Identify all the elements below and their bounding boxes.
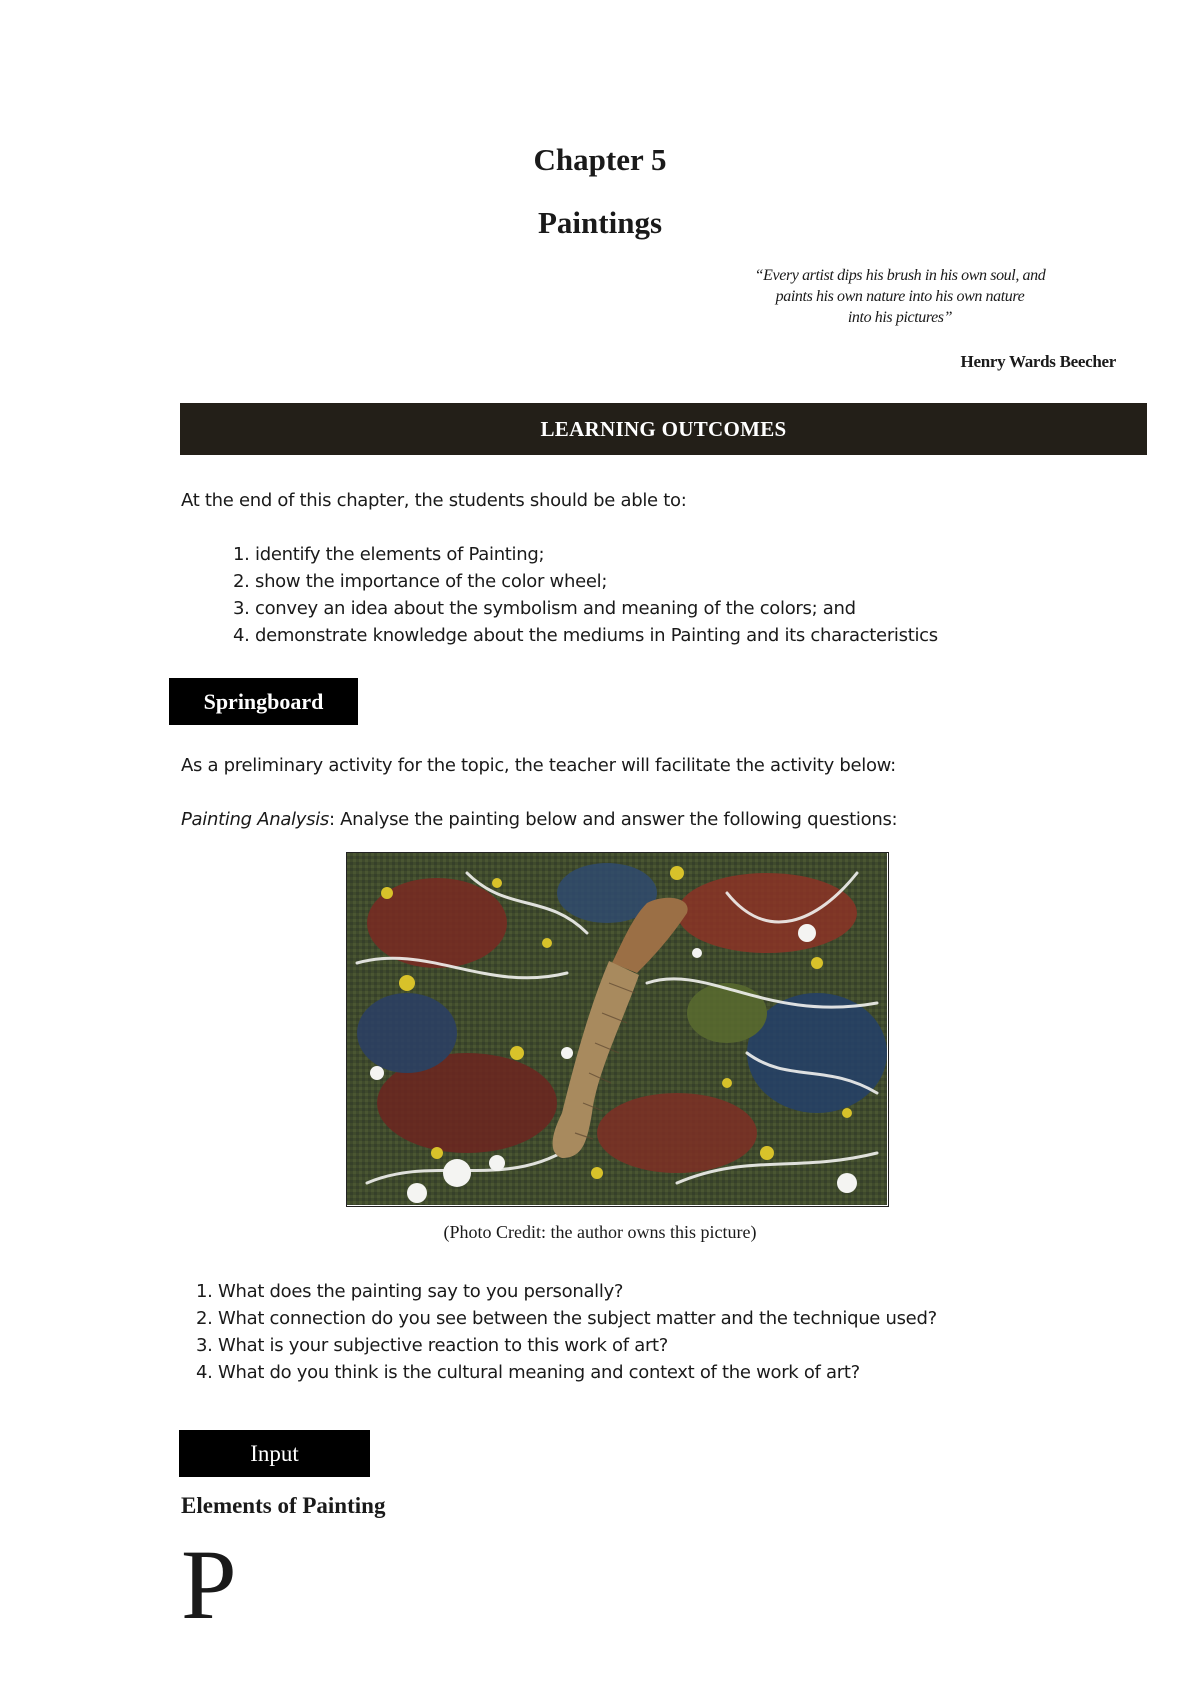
springboard-heading: Springboard [203, 688, 324, 714]
outcome-item: 4. demonstrate knowledge about the mediums in Painting and its characteristics [255, 622, 938, 649]
painting-image [347, 853, 887, 1205]
learning-outcomes-banner [180, 403, 1147, 455]
preliminary-activity-text: As a preliminary activity for the topic, the teacher will facilitate the activity below: [181, 755, 896, 776]
learning-outcomes-heading: LEARNING OUTCOMES [540, 416, 787, 441]
question-item: 2. What connection do you see between the subject matter and the technique used? [218, 1305, 937, 1332]
input-heading-box [179, 1430, 370, 1477]
question-item: 3. What is your subjective reaction to this work of art? [218, 1332, 937, 1359]
painting-analysis-text: : Analyse the painting below and answer the following questions: [328, 809, 898, 830]
epigraph-line: paints his own nature into his own nature [775, 288, 1025, 305]
painting-photo [346, 852, 889, 1207]
epigraph-line: “Every artist dips his brush in his own soul, and [754, 267, 1046, 284]
question-item: 4. What do you think is the cultural meaning and context of the work of art? [218, 1359, 937, 1386]
analysis-questions-list [181, 1278, 937, 1386]
painting-analysis-instruction [181, 809, 897, 830]
photo-caption: (Photo Credit: the author owns this picture) [443, 1222, 757, 1242]
outcome-item: 3. convey an idea about the symbolism and meaning of the colors; and [255, 595, 938, 622]
epigraph-quote [700, 265, 1100, 328]
drop-cap-letter: P [181, 1529, 237, 1640]
chapter-number: Chapter 5 [533, 142, 667, 177]
epigraph-line: into his pictures” [847, 309, 953, 326]
outcome-item: 2. show the importance of the color wheel; [255, 568, 938, 595]
input-heading: Input [250, 1440, 299, 1466]
painting-analysis-label: Painting Analysis [181, 809, 329, 830]
outcomes-intro: At the end of this chapter, the students should be able to: [181, 490, 687, 511]
springboard-heading-box [169, 678, 358, 725]
chapter-title: Paintings [537, 205, 663, 240]
outcome-item: 1. identify the elements of Painting; [255, 541, 938, 568]
epigraph-author: Henry Wards Beecher [960, 352, 1116, 371]
elements-of-painting-heading: Elements of Painting [181, 1493, 386, 1518]
outcomes-list [181, 541, 938, 649]
question-item: 1. What does the painting say to you personally? [218, 1278, 937, 1305]
